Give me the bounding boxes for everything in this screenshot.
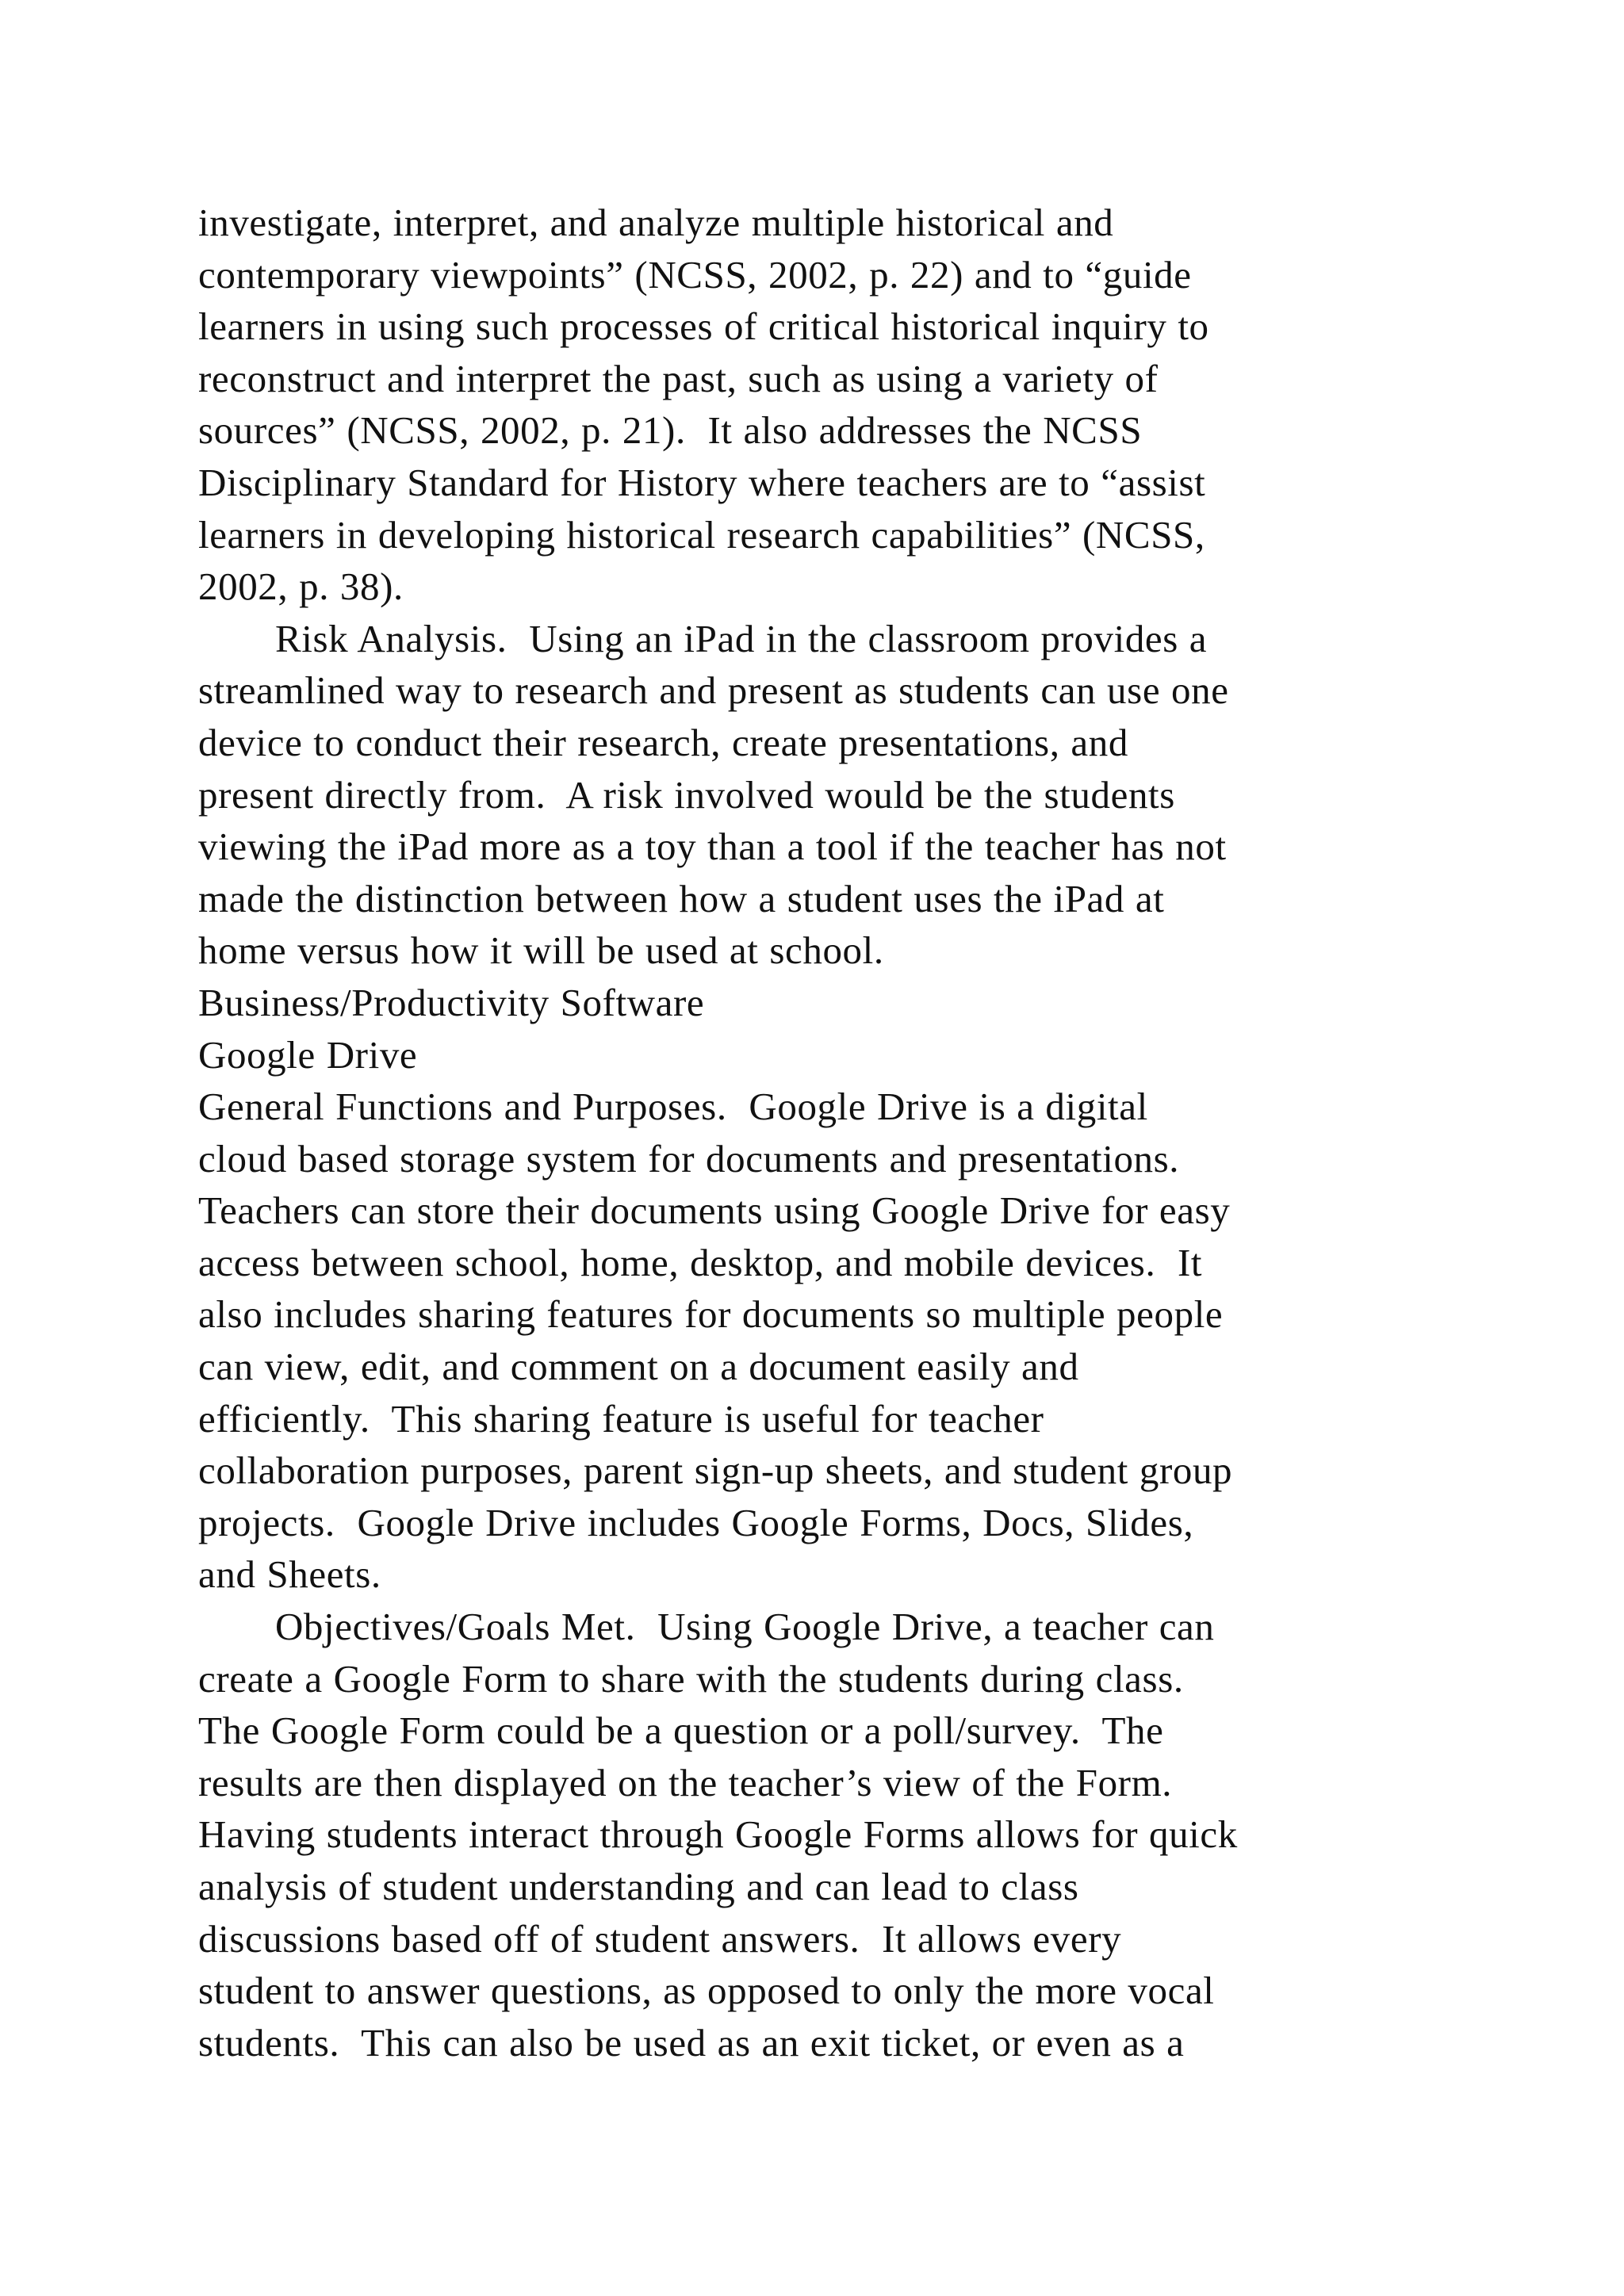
text-line: analysis of student understanding and can lead to class (198, 1865, 1079, 1908)
text-line: can view, edit, and comment on a document easily and (198, 1345, 1079, 1389)
text-line: collaboration purposes, parent sign-up sheets, and student group (198, 1448, 1233, 1493)
paragraph-start-line: Objectives/Goals Met. Using Google Drive, a teacher can (198, 1605, 1215, 1649)
text-line: sources” (NCSS, 2002, p. 21). It also addresses the NCSS (198, 408, 1143, 453)
text-line: learners in using such processes of critical historical inquiry to (198, 304, 1209, 349)
paragraph-start-line: Risk Analysis. Using an iPad in the classroom provides a (198, 616, 1208, 660)
text-line: The Google Form could be a question or a poll/survey. The (198, 1709, 1164, 1753)
subsection-heading: Google Drive (198, 1032, 418, 1077)
text-line: Disciplinary Standard for History where teachers are to “assist (198, 460, 1206, 504)
text-line: investigate, interpret, and analyze multiple historical and (198, 201, 1114, 244)
text-line: also includes sharing features for documents so multiple people (198, 1292, 1224, 1337)
text-line: student to answer questions, as opposed to only the more vocal (198, 1969, 1215, 2013)
text-line: cloud based storage system for documents and presentations. (198, 1136, 1180, 1181)
text-line: viewing the iPad more as a toy than a tool if the teacher has not (198, 825, 1227, 869)
paragraph-start-line: General Functions and Purposes. Google Drive is a digital (198, 1085, 1148, 1129)
text-line: access between school, home, desktop, and mobile devices. It (198, 1240, 1203, 1284)
body-text (198, 197, 1507, 2068)
text-line: efficiently. This sharing feature is useful for teacher (198, 1396, 1044, 1441)
text-line: contemporary viewpoints” (NCSS, 2002, p. 22) and to “guide (198, 252, 1192, 297)
text-line: and Sheets. (198, 1552, 381, 1597)
text-line: Having students interact through Google Forms allows for quick (198, 1812, 1238, 1857)
text-line: 2002, p. 38). (198, 564, 404, 609)
text-line: home versus how it will be used at school. (198, 928, 884, 973)
text-line: students. This can also be used as an exit ticket, or even as a (198, 2020, 1185, 2064)
text-line: Teachers can store their documents using Google Drive for easy (198, 1188, 1231, 1233)
text-line: results are then displayed on the teacher’s view of the Form. (198, 1760, 1173, 1804)
text-line: present directly from. A risk involved would be the students (198, 772, 1175, 817)
text-line: device to conduct their research, create presentations, and (198, 720, 1128, 764)
text-line: made the distinction between how a student uses the iPad at (198, 876, 1165, 920)
text-line: streamlined way to research and present as students can use one (198, 668, 1229, 713)
text-line: discussions based off of student answers. It allows every (198, 1916, 1122, 1961)
text-line: reconstruct and interpret the past, such as using a variety of (198, 356, 1159, 400)
text-line: projects. Google Drive includes Google Forms, Docs, Slides, (198, 1500, 1194, 1544)
text-line: learners in developing historical research capabilities” (NCSS, (198, 512, 1205, 557)
text-line: create a Google Form to share with the students during class. (198, 1656, 1184, 1701)
section-heading: Business/Productivity Software (198, 980, 705, 1024)
